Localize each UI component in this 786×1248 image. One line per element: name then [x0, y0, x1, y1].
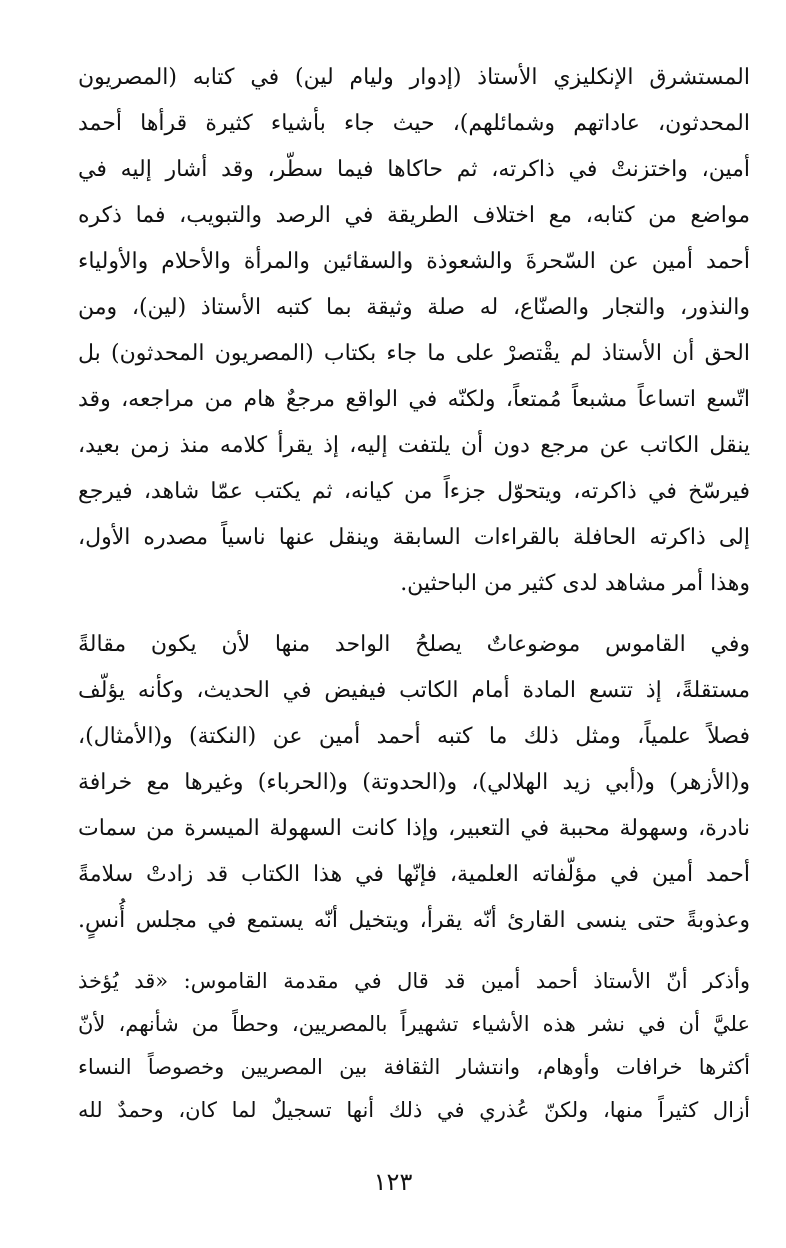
text-line: أحمد أمين عن السّحرةَ والشعوذة والسقائين والمرأة والأحلام والأولياء — [78, 249, 750, 274]
text-line: أكثرها خرافات وأوهام، وانتشار الثقافة بين المصريين وخصوصاً النساء — [78, 1055, 750, 1079]
text-line: فيرسّخ في ذاكرته، ويتحوّل جزءاً من كيانه، ثم يكتب عمّا شاهد، فيرجع — [78, 479, 750, 504]
text-line: الحق أن الأستاذ لم يقْتصرْ على ما جاء بكتاب (المصريون المحدثون) بل — [78, 341, 750, 366]
page-number: ١٢٣ — [373, 1168, 413, 1196]
text-line: فصلاً علمياً، ومثل ذلك ما كتبه أحمد أمين عن (النكتة) و(الأمثال)، — [78, 724, 750, 749]
text-line: مستقلةً، إذ تتسع المادة أمام الكاتب فيفيض في الحديث، وكأنه يؤلّف — [78, 678, 750, 703]
paragraph-2 — [78, 622, 750, 944]
text-line: مواضع من كتابه، مع اختلاف الطريقة في الرصد والتبويب، فما ذكره — [78, 203, 750, 228]
text-line: وأذكر أنّ الأستاذ أحمد أمين قد قال في مقدمة القاموس: «قد يُؤخذ — [78, 969, 750, 993]
text-line: إلى ذاكرته الحافلة بالقراءات السابقة وينقل عنها ناسياً مصدره الأول، — [78, 525, 750, 550]
text-line: اتّسع اتساعاً مشبعاً مُمتعاً، ولكنّه في الواقع مرجعٌ هام من مراجعه، وقد — [78, 387, 750, 412]
text-line: ينقل الكاتب عن مرجع دون أن يلتفت إليه، إذ يقرأ كلامه منذ زمن بعيد، — [78, 433, 750, 458]
text-line: وهذا أمر مشاهد لدى كثير من الباحثين. — [400, 571, 750, 596]
text-line: و(الأزهر) و(أبي زيد الهلالي)، و(الحدوتة) و(الحرباء) وغيرها مع خرافة — [78, 770, 750, 795]
text-line: أحمد أمين في مؤلّفاته العلمية، فإنّها في هذا الكتاب قد زادتْ سلامةً — [78, 862, 750, 887]
text-line: المستشرق الإنكليزي الأستاذ (إدوار وليام لين) في كتابه (المصريون — [78, 65, 750, 90]
text-line: عليَّ أن في نشر هذه الأشياء تشهيراً بالمصريين، وحطاً من شأنهم، لأنّ — [78, 1012, 750, 1036]
paragraph-3 — [78, 960, 750, 1132]
text-line: المحدثون، عاداتهم وشمائلهم)، حيث جاء بأشياء كثيرة قرأها أحمد — [78, 111, 750, 136]
text-line: أمين، واختزنتْ في ذاكرته، ثم حاكاها فيما سطّر، وقد أشار إليه في — [78, 157, 750, 182]
text-line: أزال كثيراً منها، ولكنّ عُذري في ذلك أنها تسجيلٌ لما كان، وحمدٌ لله — [78, 1098, 750, 1122]
text-line: وفي القاموس موضوعاتٌ يصلحُ الواحد منها لأن يكون مقالةً — [78, 632, 750, 657]
paragraph-1 — [78, 55, 750, 607]
text-line: نادرة، وسهولة محببة في التعبير، وإذا كانت السهولة الميسرة من سمات — [78, 816, 750, 841]
text-line: والنذور، والتجار والصنّاع، له صلة وثيقة بما كتبه الأستاذ (لين)، ومن — [78, 295, 750, 320]
text-line: وعذوبةً حتى ينسى القارئ أنّه يقرأ، ويتخيل أنّه يستمع في مجلس أُنسٍ. — [78, 908, 750, 933]
